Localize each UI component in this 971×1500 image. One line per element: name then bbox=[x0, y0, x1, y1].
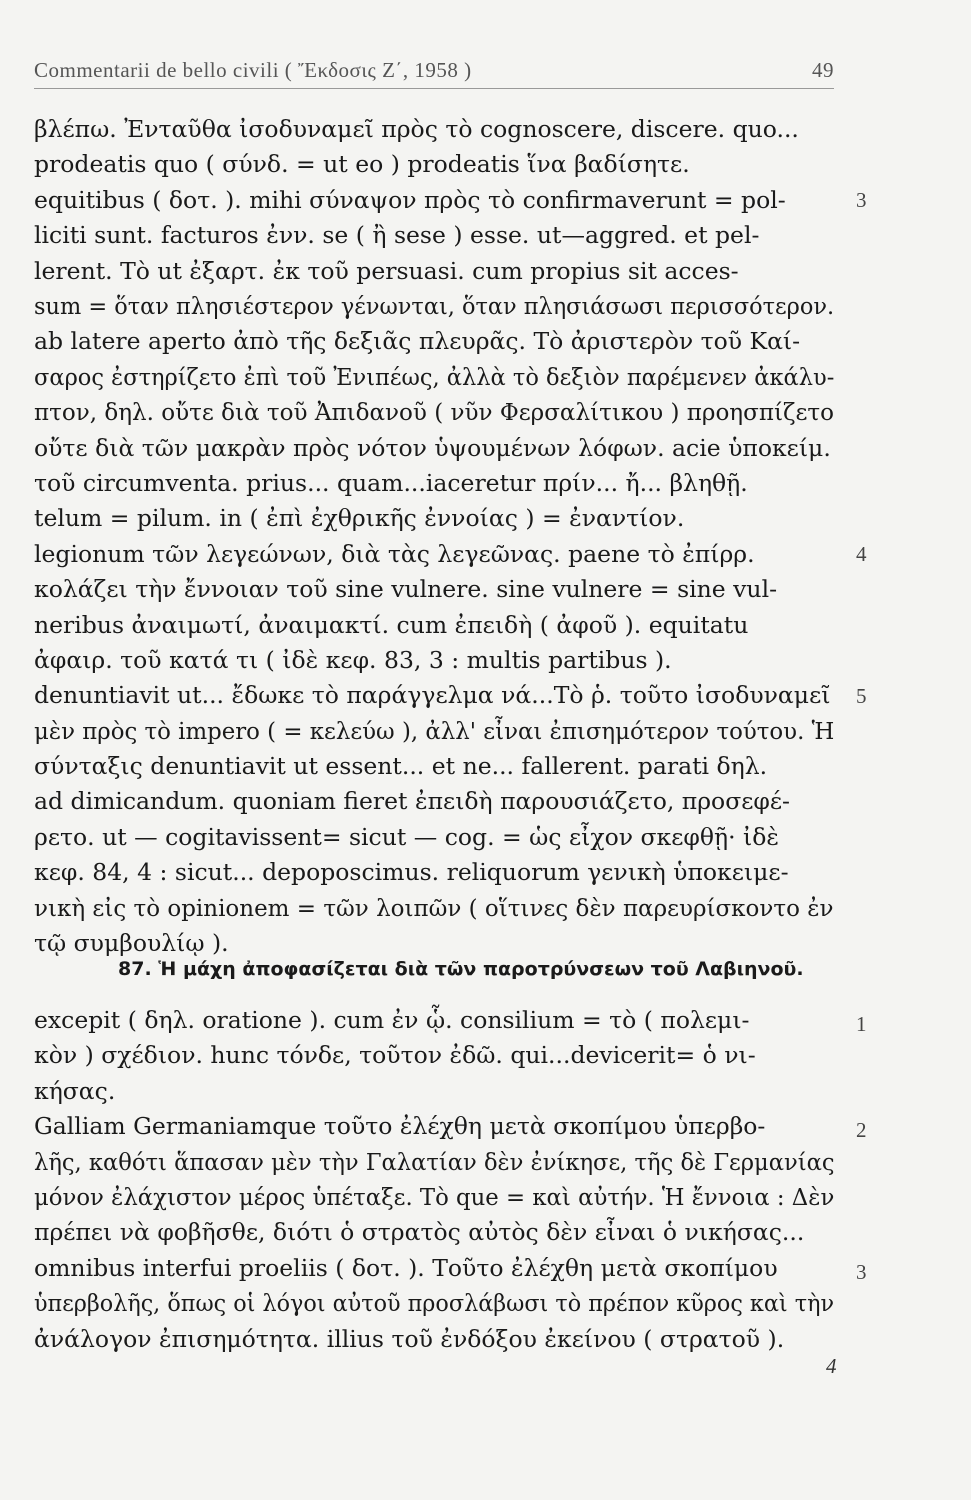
text-line: τοῦ circumventa. prius... quam...iaceretur πρίν... ἤ... βληθῇ. bbox=[34, 468, 748, 497]
text-line: ab latere aperto ἀπὸ τῆς δεξιᾶς πλευρᾶς. Τὸ ἀριστερὸν τοῦ Καί- bbox=[34, 327, 801, 356]
text-line: legionum τῶν λεγεώνων, διὰ τὰς λεγεῶνας. paene τὸ ἐπίρρ. bbox=[34, 539, 755, 568]
margin-number: 2 bbox=[856, 1118, 867, 1142]
header-rule bbox=[34, 88, 834, 89]
text-line: ρετο. ut — cogitavissent= sicut — cog. = ὡς εἶχον σκεφθῇ· ἰδὲ bbox=[34, 822, 780, 851]
text-line: κολάζει τὴν ἔννοιαν τοῦ sine vulnere. sine vulnere = sine vul- bbox=[34, 575, 778, 604]
text-line: οὔτε διὰ τῶν μακρὰν πρὸς νότον ὑψουμένων λόφων. acie ὑποκείμ. bbox=[34, 433, 831, 462]
text-line: μὲν πρὸς τὸ impero ( = κελεύω ), ἀλλ' εἶναι ἐπισημότερον τούτου. Ἡ bbox=[34, 716, 835, 745]
section-heading: 87. Ἡ μάχη ἀποφασίζεται διὰ τῶν παροτρύνσεων τοῦ Λαβιηνοῦ. bbox=[118, 958, 804, 980]
text-line: κήσας. bbox=[34, 1076, 116, 1105]
text-line: νικὴ εἰς τὸ opinionem = τῶν λοιπῶν ( οἵτινες δὲν παρευρίσκοντο ἐν bbox=[34, 893, 834, 922]
header-title: Commentarii de bello civili ( Ἔκδοσις Ζ΄, 1958 ) bbox=[34, 58, 472, 82]
text-line: neribus ἀναιμωτί, ἀναιμακτί. cum ἐπειδὴ ( ἀφοῦ ). equitatu bbox=[34, 610, 749, 639]
text-line: πρέπει νὰ φοβῆσθε, διότι ὁ στρατὸς αὐτὸς δὲν εἶναι ὁ νικήσας... bbox=[34, 1218, 805, 1247]
text-line: σαρος ἐστηρίζετο ἐπὶ τοῦ Ἐνιπέως, ἀλλὰ τὸ δεξιὸν παρέμενεν ἀκάλυ- bbox=[34, 362, 835, 391]
text-line: lerent. Τὸ ut ἐξαρτ. ἐκ τοῦ persuasi. cum propius sit acces- bbox=[34, 256, 739, 285]
text-line: liciti sunt. facturos ἐνν. se ( ἢ sese ) esse. ut—aggred. et pel- bbox=[34, 221, 760, 250]
text-line: ὑπερβολῆς, ὅπως οἱ λόγοι αὐτοῦ προσλάβωσι τὸ πρέπον κῦρος καὶ τὴν bbox=[34, 1289, 835, 1318]
running-header bbox=[34, 58, 834, 83]
margin-number: 3 bbox=[856, 188, 867, 212]
margin-number: 5 bbox=[856, 684, 867, 708]
text-line: sum = ὅταν πλησιέστερον γένωνται, ὅταν πλησιάσωσι περισσότερον. bbox=[34, 291, 835, 320]
text-line: omnibus interfui proeliis ( δοτ. ). Τοῦτο ἐλέχθη μετὰ σκοπίμου bbox=[34, 1253, 778, 1282]
text-line: σύνταξις denuntiavit ut essent... et ne... fallerent. parati δηλ. bbox=[34, 752, 768, 781]
margin-number: 3 bbox=[856, 1260, 867, 1284]
text-line: excepit ( δηλ. oratione ). cum ἐν ᾧ. consilium = τὸ ( πολεμι- bbox=[34, 1006, 750, 1034]
text-line: equitibus ( δοτ. ). mihi σύναψον πρὸς τὸ confirmaverunt = pol- bbox=[34, 185, 786, 214]
page-number: 49 bbox=[812, 58, 834, 82]
text-line: κεφ. 84, 4 : sicut... depoposcimus. reliquorum γενικὴ ὑποκειμε- bbox=[34, 858, 789, 887]
text-line: ἀφαιρ. τοῦ κατά τι ( ἰδὲ κεφ. 83, 3 : multis partibus ). bbox=[34, 645, 672, 674]
commentary-paragraph-top bbox=[34, 112, 834, 961]
text-line: telum = pilum. in ( ἐπὶ ἐχθρικῆς ἐννοίας ) = ἐναντίον. bbox=[34, 504, 685, 533]
margin-number: 4 bbox=[856, 542, 867, 566]
text-line: λῆς, καθότι ἅπασαν μὲν τὴν Γαλατίαν δὲν ἐνίκησε, τῆς δὲ Γερμανίας bbox=[34, 1147, 835, 1176]
text-line: βλέπω. Ἐνταῦθα ἰσοδυναμεῖ πρὸς τὸ cognoscere, discere. quo... bbox=[34, 115, 799, 143]
text-line: ad dimicandum. quoniam fieret ἐπειδὴ παρουσιάζετο, προσεφέ- bbox=[34, 787, 790, 816]
text-line: πτον, δηλ. οὔτε διὰ τοῦ Ἀπιδανοῦ ( νῦν Φερσαλίτικου ) προησπίζετο bbox=[34, 398, 835, 427]
margin-number: 1 bbox=[856, 1012, 867, 1036]
text-line: prodeatis quo ( σύνδ. = ut eo ) prodeatis ἵνα βαδίσητε. bbox=[34, 150, 690, 179]
text-line: κὸν ) σχέδιον. hunc τόνδε, τοῦτον ἐδῶ. qui...devicerit= ὁ νι- bbox=[34, 1041, 756, 1070]
footer-signature: 4 bbox=[826, 1354, 837, 1378]
text-line: Galliam Germaniamque τοῦτο ἐλέχθη μετὰ σκοπίμου ὑπερβο- bbox=[34, 1112, 766, 1141]
text-line: denuntiavit ut... ἔδωκε τὸ παράγγελμα νά...Τὸ ῥ. τοῦτο ἰσοδυναμεῖ bbox=[34, 681, 831, 710]
commentary-paragraph-bottom bbox=[34, 1003, 834, 1357]
text-line: μόνον ἐλάχιστον μέρος ὑπέταξε. Τὸ que = καὶ αὐτήν. Ἡ ἔννοια : Δὲν bbox=[34, 1182, 835, 1211]
text-line: ἀνάλογον ἐπισημότητα. illius τοῦ ἐνδόξου ἐκείνου ( στρατοῦ ). bbox=[34, 1324, 785, 1353]
text-line: τῷ συμβουλίῳ ). bbox=[34, 929, 229, 958]
